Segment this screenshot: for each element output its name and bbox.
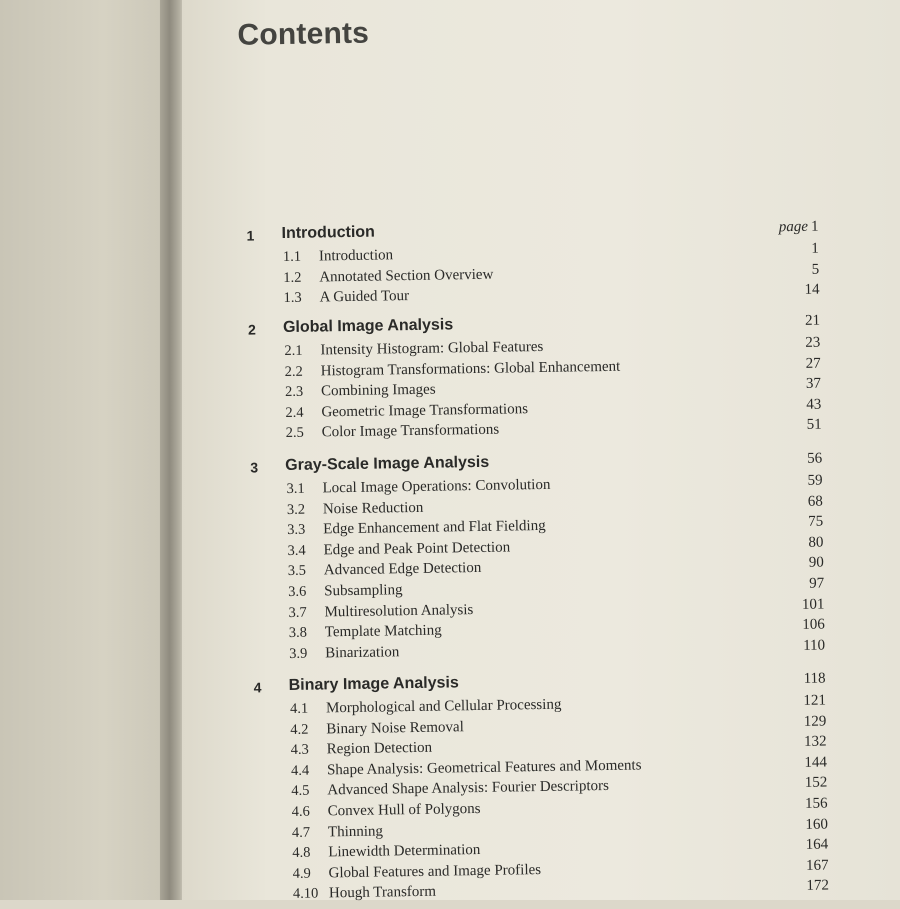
section-title: Histogram Transformations: Global Enhancement [320,358,621,380]
page-number: 68 [807,493,823,510]
chapter-title: Introduction [281,223,376,243]
section-title: Global Features and Image Profiles [328,861,542,882]
section-title: Introduction [318,247,394,265]
section-number: 4.3 [290,741,309,759]
section-number: 4.10 [292,885,319,903]
section-title: Multiresolution Analysis [324,601,474,620]
section-number: 2.2 [284,363,303,380]
page-number: 75 [808,513,824,530]
page-number: 144 [804,754,828,771]
section-number: 1.3 [283,289,302,307]
page-number: 14 [804,281,820,299]
section-title: Annotated Section Overview [319,266,494,286]
section-title: A Guided Tour [319,288,410,306]
section-title: Subsampling [324,582,403,600]
left-page [0,0,172,900]
section-number: 4.6 [291,803,310,820]
section-number: 4.8 [292,844,311,862]
page-number: 1 [811,240,819,257]
section-number: 1.2 [283,269,302,286]
page-number: 37 [805,375,822,393]
page-number: 121 [803,692,827,709]
page-title: Contents [237,16,370,52]
page-number: 160 [805,816,829,833]
section-title: Binarization [325,644,400,662]
page-number-value: 1 [810,218,819,235]
section-number: 3.2 [286,501,306,518]
page-number-value: 56 [807,450,823,467]
page-number: 51 [806,416,822,434]
page-number: 152 [804,774,828,792]
table-of-contents [233,0,847,905]
section-number: 2.4 [285,404,304,421]
section-number: 3.7 [288,604,307,621]
page-number: 110 [803,637,826,654]
section-number: 3.9 [289,645,308,662]
page-number: 106 [802,616,825,634]
section-title: Advanced Edge Detection [323,560,482,579]
section-number: 3.8 [288,624,308,642]
page-number-value: 118 [803,670,826,687]
section-title: Advanced Shape Analysis: Fourier Descriptors [327,778,610,799]
section-number: 3.3 [287,521,306,539]
section-number: 4.7 [291,824,311,841]
section-title: Thinning [327,823,384,840]
chapter-number: 4 [253,679,262,696]
page-number: 23 [805,334,821,351]
page-number [805,313,820,330]
section-number: 3.6 [288,583,307,600]
chapter-number: 3 [250,459,259,476]
section-number: 4.5 [291,783,310,800]
page-number: 27 [805,355,821,372]
page-number [804,671,826,688]
section-title: Hough Transform [328,884,437,902]
section-number: 4.9 [292,865,311,882]
section-number: 1.1 [282,248,302,266]
section-title: Convex Hull of Polygons [327,800,481,820]
chapter-number: 1 [246,227,255,244]
section-title: Linewidth Determination [328,842,481,861]
section-title: Morphological and Cellular Processing [325,696,562,717]
chapter-title: Global Image Analysis [282,316,454,337]
page-number-value: 21 [804,312,821,329]
page-number: 167 [805,857,829,874]
section-number: 2.3 [284,383,304,401]
page-number: 129 [803,713,827,730]
section-title: Geometric Image Transformations [321,400,529,421]
section-number: 3.5 [287,563,307,580]
page-number: 101 [801,596,825,613]
page-number [807,451,822,468]
section-title: Color Image Transformations [321,422,500,441]
page-number [779,219,819,237]
section-number: 4.2 [290,721,309,738]
section-title: Shape Analysis: Geometrical Features and Moments [326,757,642,779]
page-number: 132 [803,733,827,751]
section-title: Local Image Operations: Convolution [322,476,551,497]
page-number: 43 [806,396,822,413]
section-number: 4.4 [290,762,310,779]
page-label: page [778,218,809,236]
section-number: 3.4 [287,542,306,559]
chapter-title: Binary Image Analysis [288,674,459,694]
section-number: 4.1 [289,700,309,717]
page-number: 97 [809,575,825,592]
section-title: Region Detection [326,739,433,758]
section-number: 2.1 [284,342,303,360]
section-number: 2.5 [285,425,304,442]
chapter-title: Gray-Scale Image Analysis [285,453,490,475]
section-number: 3.1 [286,480,305,497]
section-title: Intensity Histogram: Global Features [320,338,544,359]
page-number: 80 [808,534,824,551]
page-number: 90 [808,554,824,572]
section-title: Template Matching [324,622,442,641]
chapter-number: 2 [247,321,256,338]
page-number: 5 [811,261,820,278]
page-number: 156 [804,795,828,812]
section-title: Edge and Peak Point Detection [323,539,511,559]
page-number: 164 [805,836,829,854]
page-number: 59 [807,472,823,489]
section-title: Binary Noise Removal [326,718,464,737]
section-title: Edge Enhancement and Flat Fielding [323,518,546,538]
section-title: Noise Reduction [322,499,424,518]
page-number: 172 [806,877,830,895]
section-title: Combining Images [320,381,436,400]
